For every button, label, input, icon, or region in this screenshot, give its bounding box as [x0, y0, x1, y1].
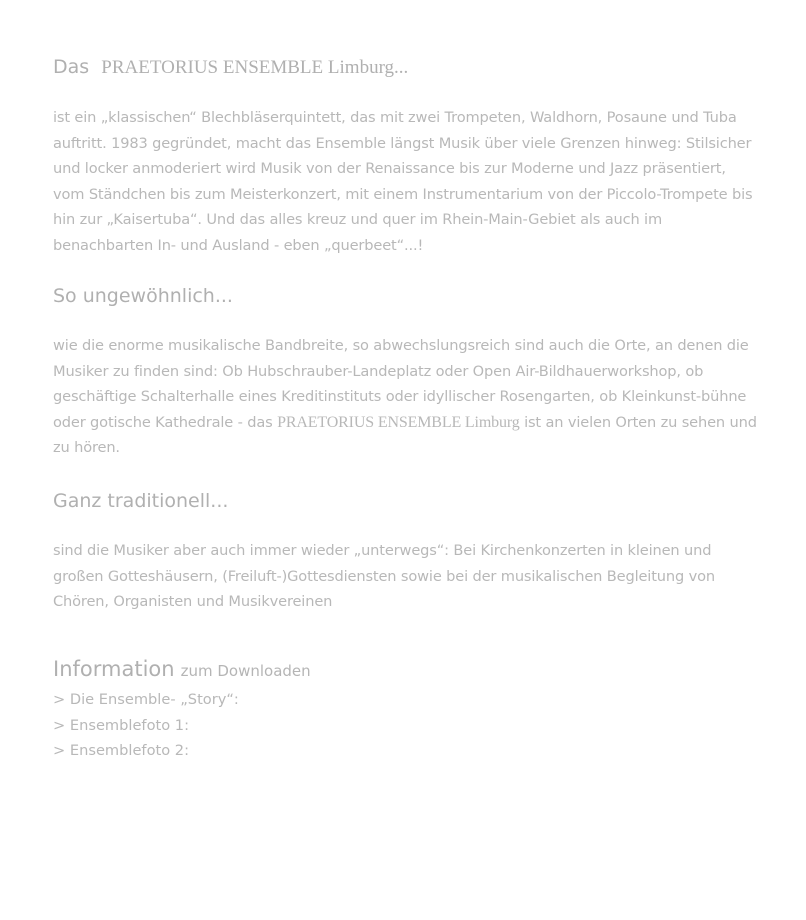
- unusual-paragraph: [53, 333, 758, 461]
- section-unusual: [53, 284, 758, 308]
- downloads-section: [53, 657, 758, 764]
- ensemble-name-heading: PRAETORIUS ENSEMBLE Limburg...: [101, 57, 409, 78]
- intro-heading: [53, 55, 758, 80]
- section-heading-traditional: Ganz traditionell...: [53, 490, 229, 512]
- section-traditional: [53, 489, 758, 513]
- intro-section: [53, 105, 758, 258]
- download-link-photo-1[interactable]: > Ensemblefoto 1:: [53, 716, 189, 734]
- intro-heading-prefix: Das: [53, 56, 90, 78]
- downloads-title: Information: [53, 657, 175, 681]
- intro-paragraph: ist ein „klassischen“ Blechbläserquintett, das mit zwei Trompeten, Waldhorn, Posaune und Tuba auftritt. 1983 gegründet, macht das Ensemble längst Musik über viele Grenzen hinweg: Stilsicher und locker anmoderiert wird Musik von der Renaissance bis zur Moderne und Jazz präsentiert, vom Ständchen bis zum Meisterkonzert, mit einem Instrumentarium von der Piccolo-Trompete bis hin zur „Kaisertuba“. Und das alles kreuz und quer im Rhein-Main-Gebiet als auch im benachbarten In- und Ausland - eben „querbeet“...!: [53, 109, 753, 254]
- download-link-photo-2[interactable]: > Ensemblefoto 2:: [53, 742, 189, 759]
- downloads-list: [53, 687, 758, 764]
- ensemble-name-inline: PRAETORIUS ENSEMBLE Limburg: [277, 413, 520, 431]
- traditional-paragraph: sind die Musiker aber auch immer wieder „unterwegs“: Bei Kirchenkonzerten in kleinen und großen Gotteshäusern, (Freiluft-)Gottesdiensten sowie bei der musikalischen Begleitung von Chören, Organisten und Musikvereinen: [53, 542, 715, 610]
- section-traditional-body: [53, 538, 758, 615]
- unusual-paragraph-end: ist an vielen Orten zu sehen und zu hören.: [53, 413, 757, 456]
- section-unusual-body: [53, 333, 758, 461]
- section-heading-unusual: So ungewöhnlich...: [53, 285, 233, 307]
- downloads-subtitle: zum Downloaden: [180, 662, 311, 680]
- unusual-paragraph-start: wie die enorme musikalische Bandbreite, so abwechslungsreich sind auch die Orte, an denen die Musiker zu finden sind: Ob Hubschrauber-Landeplatz oder Open Air-Bildhauerworkshop, ob geschäftige Schalterhalle eines Kreditinstituts oder idyllischer Rosengarten, ob Kleinkunst-bühne oder gotische Kathedrale - das: [53, 337, 749, 431]
- download-link-story[interactable]: > Die Ensemble- „Story“:: [53, 691, 239, 708]
- downloads-heading: [53, 657, 758, 683]
